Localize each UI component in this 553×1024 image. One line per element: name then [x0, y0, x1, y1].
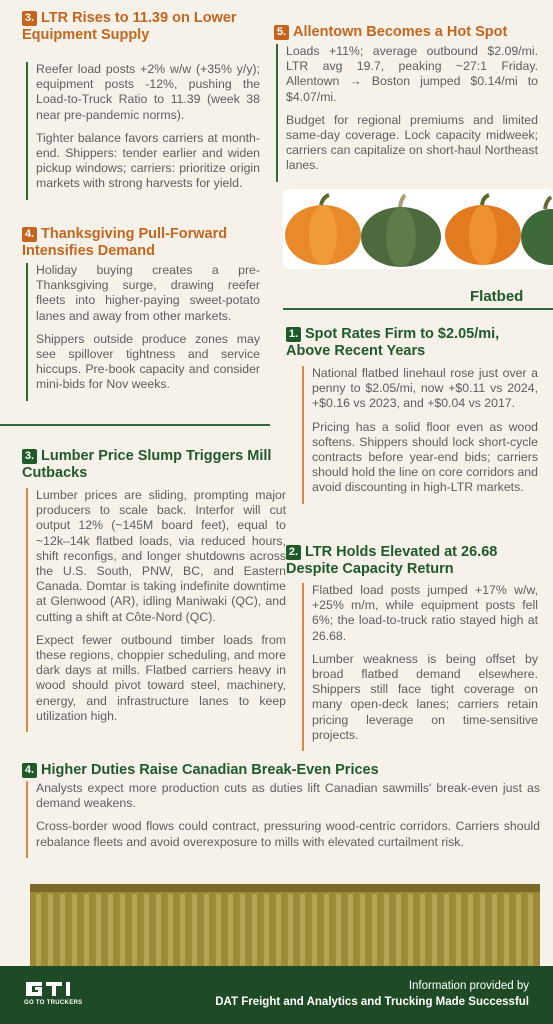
flatbed-heading: Flatbed [470, 288, 524, 305]
section-body [302, 366, 538, 504]
paragraph: Tighter balance favors carriers at month-end. Shippers: tender earlier and widen pickup windows; carriers: prioritize origin markets with strong harvests for yield. [36, 130, 260, 191]
footer [0, 966, 553, 1024]
paragraph: Cross-border wood flows could contract, pressuring wood-centric corridors. Carriers should rebalance fleets and avoid overexposure to mills with elevated curtailment risk. [36, 819, 540, 849]
go-to-truckers-logo [24, 980, 104, 1012]
section-title-text: Thanksgiving Pull-Forward Intensifies Demand [22, 226, 228, 259]
paragraph: Loads +11%; average outbound $2.09/mi. LTR avg 19.7, peaking ~27:1 Friday. Allentown → Boston jumped $0.14/mi to $4.07/mi. [286, 44, 538, 104]
paragraph: Lumber weakness is being offset by broad flatbed demand elsewhere. Shippers still face tight coverage on many open-deck lanes; carriers retain pricing leverage on time-sensitive projects. [312, 651, 538, 742]
paragraph: Expect fewer outbound timber loads from these regions, choppier scheduling, and more dark days at mills. Flatbed carriers heavy in wood should pivot toward steel, machinery, energy, and infrastructure lanes to keep utilization high. [36, 632, 286, 723]
section-body [302, 583, 538, 751]
section-thanksgiving [22, 226, 260, 260]
paragraph: National flatbed linehaul rose just over a penny to $2.05/mi, now +$0.11 vs 2024, +$0.16 vs 2023, and +$0.04 vs 2017. [312, 366, 538, 411]
section-body [26, 263, 260, 401]
paragraph: Budget for regional premiums and limited same-day coverage. Lock capacity midweek; carriers can capitalize on short-haul Northeast lanes. [286, 112, 538, 173]
section-title-text: LTR Holds Elevated at 26.68 Despite Capacity Return [286, 544, 498, 577]
section-number: 3. [22, 11, 37, 26]
section-title-text: Spot Rates Firm to $2.05/mi, Above Recent Years [286, 326, 500, 359]
pumpkins-image [283, 187, 553, 273]
shipping-container-image [30, 884, 540, 966]
section-body [26, 781, 540, 858]
section-title [22, 226, 260, 260]
section-title-text: LTR Rises to 11.39 on Lower Equipment Supply [22, 10, 237, 43]
section-title-text: Higher Duties Raise Canadian Break-Even Prices [41, 762, 379, 778]
paragraph: Flatbed load posts jumped +17% w/w, +25% m/m, while equipment posts fell 6%; the load-to-truck ratio stayed high at 26.68. [312, 583, 538, 643]
section-title [22, 10, 260, 44]
section-number: 1. [286, 327, 301, 342]
section-title-text: Lumber Price Slump Triggers Mill Cutbacks [22, 448, 272, 481]
paragraph: Reefer load posts +2% w/w (+35% y/y); equipment posts -12%, pushing the Load-to-Truck Ratio to 11.39 (week 38 near pre-pandemic norms). [36, 62, 260, 122]
section-title [22, 762, 532, 779]
section-number: 3. [22, 449, 37, 464]
logo-text: GO TO TRUCKERS [24, 1000, 83, 1006]
section-title [22, 448, 284, 482]
section-number: 4. [22, 227, 37, 242]
section-title-text: Allentown Becomes a Hot Spot [293, 24, 508, 40]
section-number: 2. [286, 545, 301, 560]
section-higher-duties [22, 762, 532, 779]
section-body [26, 488, 286, 732]
section-number: 5. [274, 25, 289, 40]
section-body [276, 44, 538, 182]
paragraph: Holiday buying creates a pre-Thanksgiving surge, drawing reefer fleets into higher-paying sweet-potato lanes and away from other markets. [36, 263, 260, 323]
footer-credit-source: DAT Freight and Analytics and Trucking Made Successful [215, 996, 529, 1008]
divider [283, 308, 553, 310]
divider [0, 424, 270, 426]
section-title [286, 326, 542, 360]
section-title [286, 544, 542, 578]
paragraph: Pricing has a solid floor even as wood softens. Shippers should lock short-cycle contracts before year-end bids; carriers should hold the line on core corridors and avoid discounting in high-LTR markets. [312, 419, 538, 495]
paragraph: Analysts expect more production cuts as duties lift Canadian sawmills' break-even just as demand weakens. [36, 781, 540, 811]
section-title [274, 24, 544, 41]
section-lumber-slump [22, 448, 284, 482]
truck-logo-icon [24, 980, 84, 998]
section-ltr-rises [22, 10, 260, 44]
section-ltr-holds [286, 544, 542, 578]
paragraph: Shippers outside produce zones may see spillover tightness and service hiccups. Pre-book capacity and consider mini-bids for Nov weeks. [36, 331, 260, 392]
paragraph: Lumber prices are sliding, prompting major producers to scale back. Interfor will cut output 12% (~145M board feet), equal to ~12k–14k flatbed loads, via reduced hours, shift reconfigs, and longer shutdowns across the U.S. South, PNW, BC, and Eastern Canada. Domtar is taking indefinite downtime at Glenwood (AR), idling Maniwaki (QC), and cutting a shift at Côte-Nord (QC). [36, 488, 286, 624]
section-allentown [274, 24, 544, 41]
section-body [26, 62, 260, 200]
section-spot-rates [286, 326, 542, 360]
footer-credit-line: Information provided by [408, 980, 529, 992]
section-number: 4. [22, 763, 37, 778]
